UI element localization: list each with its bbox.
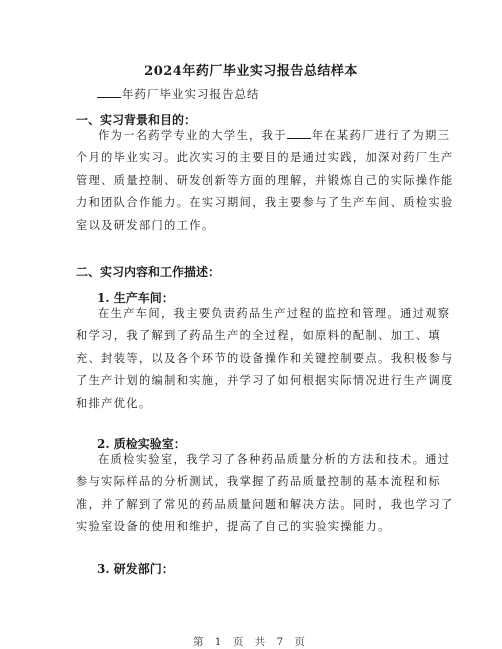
paragraph-line: 实验室设备的使用和维护，提高了自己的实验实操能力。: [76, 520, 391, 534]
subsection-paragraph-production: [76, 303, 454, 415]
paragraph-line: 作为一名药学专业的大学生，我于 年在某药厂进行了为期三: [98, 129, 451, 142]
paragraph-line: 在质检实验室，我学习了各种药品质量分析的方法和技术。通过: [98, 453, 451, 466]
paragraph-line: 在生产车间，我主要负责药品生产过程的监控和管理。通过观察: [98, 307, 451, 320]
section-heading-background: 一、实习背景和目的：: [76, 113, 197, 127]
paragraph-line: 管理、质量控制、研发创新等方面的理解，并锻炼自己的实际操作能: [76, 173, 454, 187]
subsection-heading-rnd: 3. 研发部门：: [97, 562, 174, 576]
paragraph-line: 准，并了解到了常见的药品质量问题和解决方法。同时，我也学习了: [76, 497, 454, 511]
paragraph-line: 和排产优化。: [76, 396, 152, 410]
paragraph-line: 充、封装等，以及各个环节的设备操作和关键控制要点。我积极参与: [76, 351, 454, 365]
subsection-heading-production: 1. 生产车间：: [97, 291, 174, 305]
page-number-footer: 第 1 页 共 7 页: [192, 636, 310, 648]
section-heading-content: 二、实习内容和工作描述：: [76, 265, 221, 279]
paragraph-line: 参与实际样品的分析测试，我掌握了药品质量控制的基本流程和标: [76, 475, 442, 489]
subsection-paragraph-qc-lab: [76, 449, 454, 539]
paragraph-line: 力和团队合作能力。在实习期间，我主要参与了生产车间、质检实验: [76, 196, 454, 210]
fill-in-blank: [97, 87, 121, 98]
subtitle-text: 年药厂毕业实习报告总结: [122, 87, 260, 101]
paragraph-line: 室以及研发部门的工作。: [76, 218, 215, 232]
subsection-heading-qc-lab: 2. 质检实验室：: [97, 437, 186, 451]
paragraph-line: 和学习，我了解到了药品生产的全过程，如原料的配制、加工、填: [76, 329, 442, 343]
document-subtitle: [97, 86, 260, 102]
paragraph-line: 个月的毕业实习。此次实习的主要目的是通过实践，加深对药厂生产: [76, 151, 454, 165]
paragraph-line: 了生产计划的编制和实施，并学习了如何根据实际情况进行生产调度: [76, 374, 454, 388]
section-paragraph-background: [76, 125, 454, 237]
fill-in-blank: [287, 128, 311, 139]
document-title: 2024年药厂毕业实习报告总结样本: [144, 64, 358, 79]
